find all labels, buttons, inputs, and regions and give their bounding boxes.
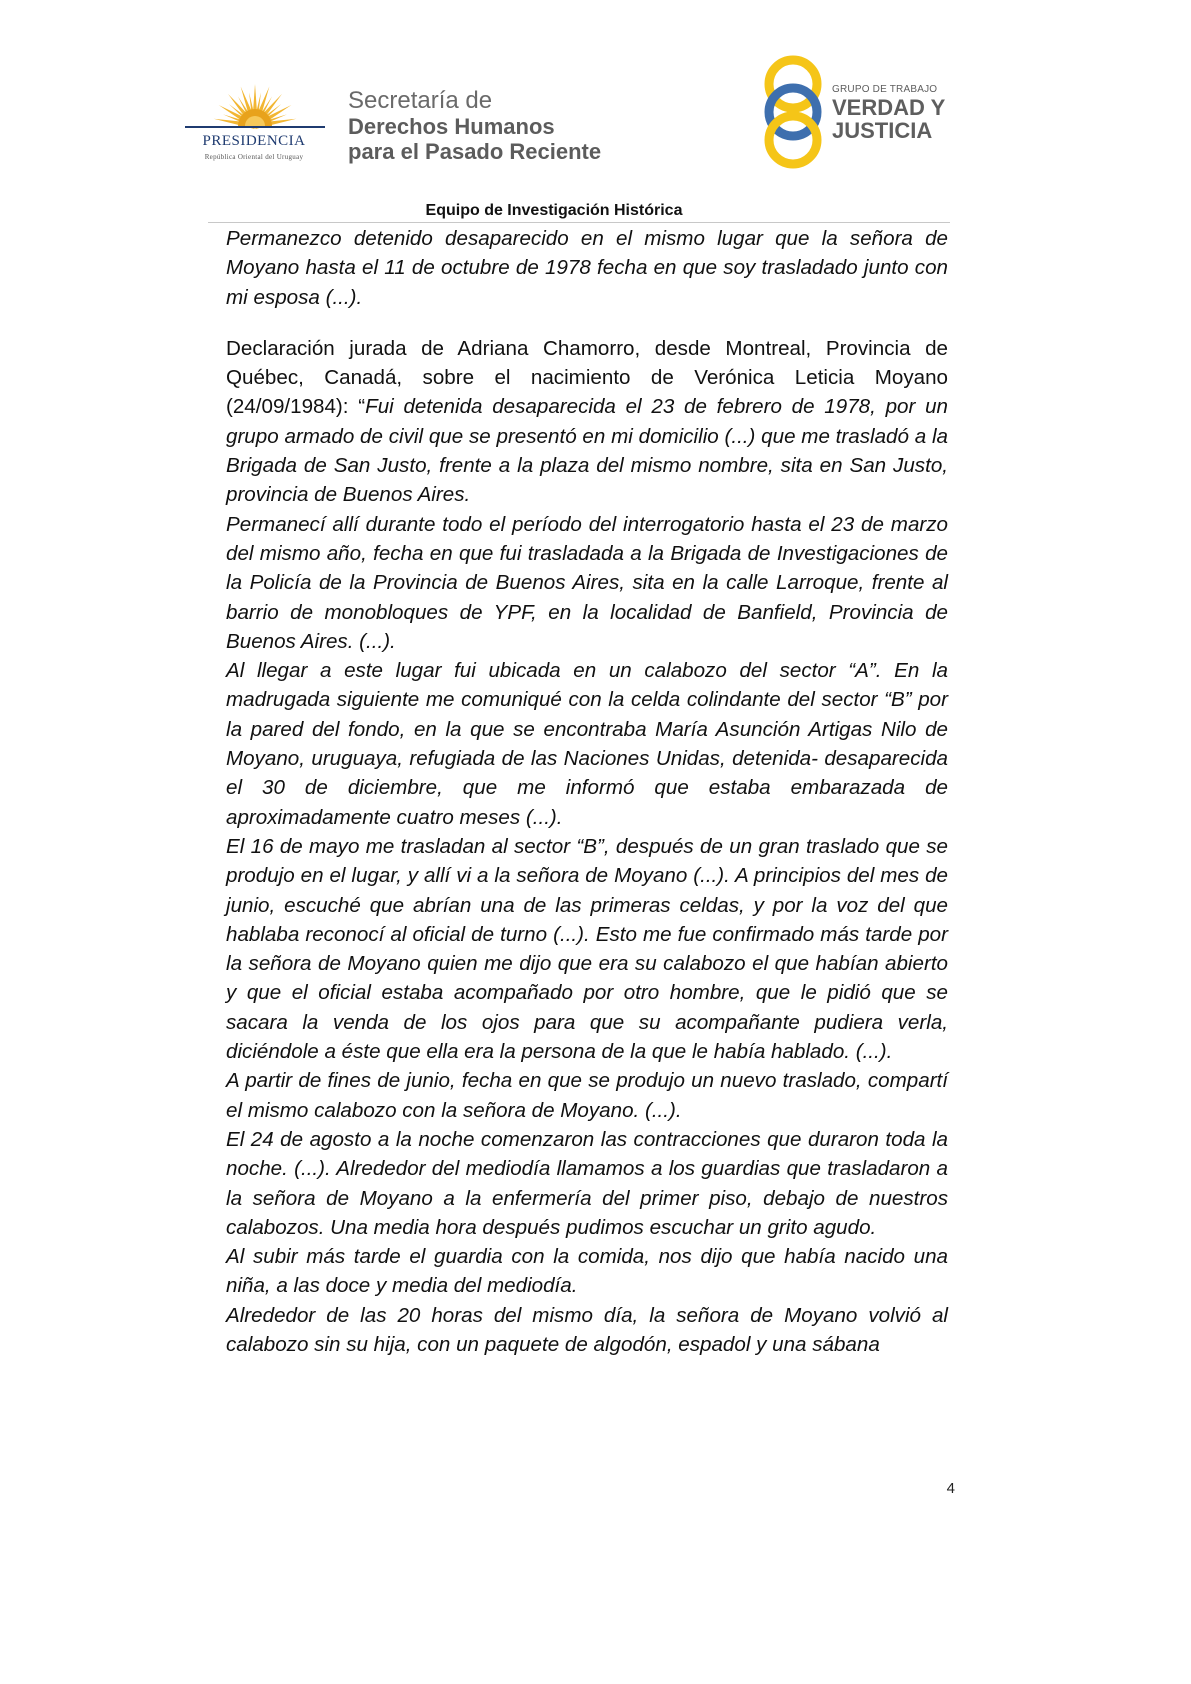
paragraph-2-intro: Declaración jurada de Adriana Chamorro, desde Montreal, Provincia de Québec, Canadá, sobre el nacimiento de Verónica Leticia Moyano (24/09/1984): “ — [226, 336, 948, 419]
page-number: 4 — [946, 1480, 955, 1497]
paragraph-2-quote: Fui detenida desaparecida el 23 de febrero de 1978, por un grupo armado de civil que se presentó en mi domicilio (...) que me trasladó a la Brigada de San Justo, frente a la plaza del mismo nombre, sita en San Justo, provincia de Buenos Aires. — [226, 395, 948, 507]
paragraph-4: Al llegar a este lugar fui ubicada en un calabozo del sector “A”. En la madrugada siguiente me comuniqué con la celda colindante del sector “B” por la pared del fondo, en la que se encontraba María Asunción Artigas Nilo de Moyano, uruguaya, refugiada de las Naciones Unidas, detenida- desaparecida el 30 de diciembre, que me informó que estaba embarazada de aproximadamente cuatro meses (...). — [226, 659, 948, 829]
paragraph-9: Alrededor de las 20 horas del mismo día, la señora de Moyano volvió al calabozo sin su hija, con un paquete de algodón, espadol y una sábana — [226, 1303, 948, 1356]
paragraph-7: El 24 de agosto a la noche comenzaron las contracciones que duraron toda la noche. (...). Alrededor del mediodía llamamos a los guardias que trasladaron a la señora de Moyano a la enfermería del primer piso, debajo de nuestros calabozos. Una media hora después pudimos escuchar un grito agudo. — [226, 1127, 948, 1239]
secretaria-line-3: para el Pasado Reciente — [348, 139, 602, 164]
grupo-line-2: VERDAD Y — [832, 95, 946, 120]
team-title: Equipo de Investigación Histórica — [425, 202, 683, 219]
secretaria-line-1: Secretaría de — [348, 87, 493, 114]
paragraph-6: A partir de fines de junio, fecha en que se produjo un nuevo traslado, compartí el mismo calabozo con la señora de Moyano. (...). — [226, 1069, 948, 1122]
document-body — [226, 224, 948, 1359]
paragraph-8: Al subir más tarde el guardia con la comida, nos dijo que había nacido una niña, a las doce y media del mediodía. — [226, 1245, 948, 1298]
paragraph-1: Permanezco detenido desaparecido en el mismo lugar que la señora de Moyano hasta el 11 de octubre de 1978 fecha en que soy trasladado junto con mi esposa (...). — [226, 227, 948, 309]
presidencia-name: PRESIDENCIA — [202, 133, 306, 149]
grupo-line-1: GRUPO DE TRABAJO — [832, 84, 938, 95]
grupo-line-3: JUSTICIA — [832, 118, 933, 143]
paragraph-3: Permanecí allí durante todo el período del interrogatorio hasta el 23 de marzo del mismo año, fecha en que fui trasladada a la Brigada de Investigaciones de la Policía de la Provincia de Buenos Aires, sita en la calle Larroque, frente al barrio de monobloques de YPF, en la localidad de Banfield, Provincia de Buenos Aires. (...). — [226, 512, 948, 653]
paragraph-5: El 16 de mayo me trasladan al sector “B”, después de un gran traslado que se produjo en el lugar, y allí vi a la señora de Moyano (...). A principios del mes de junio, escuché que abrían una de las primeras celdas, y por la voz del que hablaba reconocí al oficial de turno (...). Esto me fue confirmado más tarde por la señora de Moyano quien me dijo que era su calabozo el que habían abierto y que el oficial estaba acompañado por otro hombre, que le pidió que se sacara la venda de los ojos para que su acompañante pudiera verla, diciéndole a éste que ella era la persona de la que le había hablado. (...). — [226, 834, 948, 1064]
secretaria-logo — [348, 87, 648, 164]
header-divider — [208, 222, 950, 223]
rings-icon — [758, 54, 828, 169]
presidencia-subtitle: República Oriental del Uruguay — [204, 153, 304, 161]
paragraph-2 — [226, 334, 948, 510]
grupo-logo-text — [832, 84, 972, 142]
secretaria-line-2: Derechos Humanos — [348, 114, 555, 139]
